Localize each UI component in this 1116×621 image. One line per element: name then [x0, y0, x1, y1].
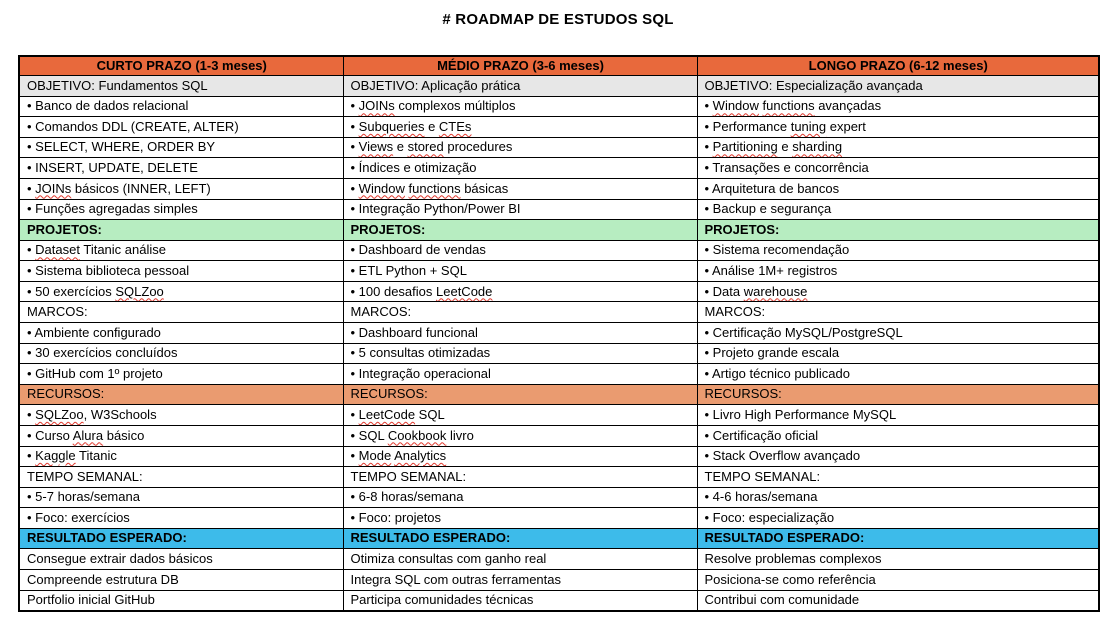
table-cell: MARCOS: — [697, 302, 1099, 323]
table-cell: MARCOS: — [19, 302, 343, 323]
table-cell: RECURSOS: — [343, 384, 697, 405]
misspelled-word: Cookbook — [387, 427, 447, 443]
table-row-item — [19, 425, 1099, 446]
table-cell: • Sistema recomendação — [697, 240, 1099, 261]
misspelled-word: LeetCode — [436, 283, 493, 299]
table-row-item — [19, 281, 1099, 302]
table-cell: Integra SQL com outras ferramentas — [343, 569, 697, 590]
table-cell: • 50 exercícios SQLZoo — [19, 281, 343, 302]
table-row-plain — [19, 549, 1099, 570]
table-cell: • Sistema biblioteca pessoal — [19, 261, 343, 282]
table-cell: • Projeto grande escala — [697, 343, 1099, 364]
table-cell: • Índices e otimização — [343, 158, 697, 179]
table-row-item — [19, 446, 1099, 467]
misspelled-word: Subqueries — [358, 118, 425, 134]
table-cell: • Ambiente configurado — [19, 323, 343, 344]
table-cell: • Banco de dados relacional — [19, 96, 343, 117]
table-row-item — [19, 117, 1099, 138]
table-row-plain — [19, 590, 1099, 611]
table-cell: • 100 desafios LeetCode — [343, 281, 697, 302]
table-cell: • Integração operacional — [343, 364, 697, 385]
table-cell: • SQL Cookbook livro — [343, 425, 697, 446]
table-cell: • INSERT, UPDATE, DELETE — [19, 158, 343, 179]
column-header-2: MÉDIO PRAZO (3-6 meses) — [343, 56, 697, 76]
misspelled-word: stored — [407, 139, 444, 155]
table-cell: • Foco: exercícios — [19, 508, 343, 529]
table-row-item — [19, 240, 1099, 261]
misspelled-word: Alura — [72, 427, 104, 443]
table-cell: • 4-6 horas/semana — [697, 487, 1099, 508]
table-cell: PROJETOS: — [343, 220, 697, 241]
table-cell: RESULTADO ESPERADO: — [19, 528, 343, 549]
misspelled-word: Partitioning — [712, 139, 778, 155]
table-row-objetivo — [19, 76, 1099, 97]
table-cell: • Dashboard de vendas — [343, 240, 697, 261]
misspelled-word: functions — [408, 180, 461, 196]
table-cell: • Curso Alura básico — [19, 425, 343, 446]
table-cell: OBJETIVO: Aplicação prática — [343, 76, 697, 97]
table-cell: TEMPO SEMANAL: — [343, 467, 697, 488]
column-header-1: CURTO PRAZO (1-3 meses) — [19, 56, 343, 76]
table-row-item — [19, 487, 1099, 508]
table-cell: • Livro High Performance MySQL — [697, 405, 1099, 426]
table-row-plain — [19, 467, 1099, 488]
table-row-item — [19, 199, 1099, 220]
table-cell: • Stack Overflow avançado — [697, 446, 1099, 467]
table-cell: • Window functions avançadas — [697, 96, 1099, 117]
misspelled-word: LeetCode — [358, 406, 416, 422]
table-cell: • GitHub com 1º projeto — [19, 364, 343, 385]
misspelled-word: Window — [712, 98, 759, 114]
table-cell: • Subqueries e CTEs — [343, 117, 697, 138]
table-cell: TEMPO SEMANAL: — [697, 467, 1099, 488]
table-cell: Otimiza consultas com ganho real — [343, 549, 697, 570]
table-cell: • Backup e segurança — [697, 199, 1099, 220]
misspelled-word: JOINs — [358, 98, 395, 114]
table-cell: • JOINs complexos múltiplos — [343, 96, 697, 117]
table-cell: • Certificação oficial — [697, 425, 1099, 446]
table-cell: • Análise 1M+ registros — [697, 261, 1099, 282]
table-cell: • LeetCode SQL — [343, 405, 697, 426]
table-cell: • 5-7 horas/semana — [19, 487, 343, 508]
table-row-item — [19, 343, 1099, 364]
table-row-item — [19, 158, 1099, 179]
table-cell: Participa comunidades técnicas — [343, 590, 697, 611]
table-cell: Posiciona-se como referência — [697, 569, 1099, 590]
misspelled-word: Analytics — [394, 448, 447, 464]
table-cell: • Foco: especialização — [697, 508, 1099, 529]
table-cell: OBJETIVO: Fundamentos SQL — [19, 76, 343, 97]
misspelled-word: Kaggle — [35, 448, 76, 464]
table-cell: PROJETOS: — [19, 220, 343, 241]
table-cell: • Window functions básicas — [343, 178, 697, 199]
table-row-item — [19, 178, 1099, 199]
misspelled-word: functions — [762, 98, 815, 114]
table-cell: • Kaggle Titanic — [19, 446, 343, 467]
table-row-plain — [19, 569, 1099, 590]
table-cell: • Mode Analytics — [343, 446, 697, 467]
table-cell: • SELECT, WHERE, ORDER BY — [19, 137, 343, 158]
table-row-item — [19, 508, 1099, 529]
table-cell: OBJETIVO: Especialização avançada — [697, 76, 1099, 97]
table-cell: • Comandos DDL (CREATE, ALTER) — [19, 117, 343, 138]
table-cell: • Foco: projetos — [343, 508, 697, 529]
table-cell: • 30 exercícios concluídos — [19, 343, 343, 364]
table-cell: Consegue extrair dados básicos — [19, 549, 343, 570]
table-cell: • Artigo técnico publicado — [697, 364, 1099, 385]
table-row-projetos — [19, 220, 1099, 241]
misspelled-word: warehouse — [743, 283, 808, 299]
table-row-plain — [19, 302, 1099, 323]
table-row-item — [19, 261, 1099, 282]
table-row-item — [19, 364, 1099, 385]
table-cell: RECURSOS: — [697, 384, 1099, 405]
table-cell: • Funções agregadas simples — [19, 199, 343, 220]
misspelled-word: sharding — [792, 139, 843, 155]
table-cell: • Partitioning e sharding — [697, 137, 1099, 158]
table-cell: RESULTADO ESPERADO: — [343, 528, 697, 549]
misspelled-word: tuning — [790, 118, 827, 134]
table-cell: Compreende estrutura DB — [19, 569, 343, 590]
table-cell: Resolve problemas complexos — [697, 549, 1099, 570]
misspelled-word: SQLZoo — [35, 406, 84, 422]
table-cell: • Certificação MySQL/PostgreSQL — [697, 323, 1099, 344]
table-cell: • Transações e concorrência — [697, 158, 1099, 179]
table-cell: • Arquitetura de bancos — [697, 178, 1099, 199]
misspelled-word: CTEs — [438, 118, 472, 134]
misspelled-word: Mode — [358, 448, 392, 464]
misspelled-word: SQLZoo — [115, 283, 164, 299]
misspelled-word: Dataset — [35, 242, 80, 258]
table-cell: Contribui com comunidade — [697, 590, 1099, 611]
table-row-item — [19, 96, 1099, 117]
table-cell: • ETL Python + SQL — [343, 261, 697, 282]
table-cell: Portfolio inicial GitHub — [19, 590, 343, 611]
table-cell: • Dashboard funcional — [343, 323, 697, 344]
table-row-item — [19, 137, 1099, 158]
table-cell: • Views e stored procedures — [343, 137, 697, 158]
table-cell: • 5 consultas otimizadas — [343, 343, 697, 364]
misspelled-word: JOINs — [35, 180, 72, 196]
roadmap-table — [18, 55, 1100, 612]
table-cell: • JOINs básicos (INNER, LEFT) — [19, 178, 343, 199]
misspelled-word: Window — [358, 180, 405, 196]
misspelled-word: Views — [358, 139, 394, 155]
table-cell: MARCOS: — [343, 302, 697, 323]
table-cell: • Data warehouse — [697, 281, 1099, 302]
table-row-item — [19, 323, 1099, 344]
table-cell: • 6-8 horas/semana — [343, 487, 697, 508]
table-cell: TEMPO SEMANAL: — [19, 467, 343, 488]
table-cell: • Dataset Titanic análise — [19, 240, 343, 261]
table-row-resultado — [19, 528, 1099, 549]
table-cell: • Integração Python/Power BI — [343, 199, 697, 220]
table-cell: • Performance tuning expert — [697, 117, 1099, 138]
page-title: # ROADMAP DE ESTUDOS SQL — [442, 11, 674, 28]
table-row-item — [19, 405, 1099, 426]
table-cell: PROJETOS: — [697, 220, 1099, 241]
column-header-3: LONGO PRAZO (6-12 meses) — [697, 56, 1099, 76]
table-cell: • SQLZoo, W3Schools — [19, 405, 343, 426]
table-row-recursos — [19, 384, 1099, 405]
table-header-row — [19, 56, 1099, 76]
table-cell: RESULTADO ESPERADO: — [697, 528, 1099, 549]
table-cell: RECURSOS: — [19, 384, 343, 405]
